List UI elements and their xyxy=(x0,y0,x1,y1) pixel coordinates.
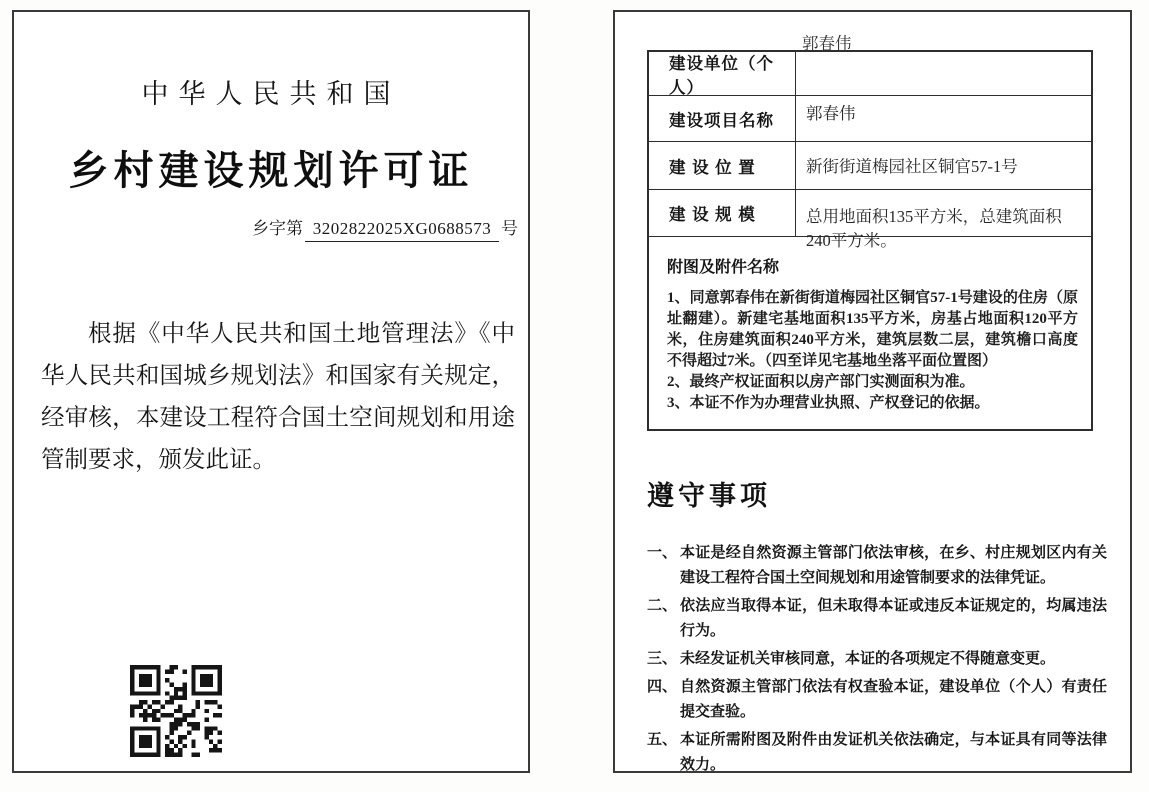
table-row xyxy=(649,142,1091,190)
permit-cover-page xyxy=(12,10,530,773)
compliance-item-number: 二、 xyxy=(647,597,678,614)
filled-value: 郭春伟 xyxy=(802,34,852,53)
table-row xyxy=(649,34,1091,97)
compliance-item-number: 一、 xyxy=(647,544,678,561)
compliance-item xyxy=(647,674,1107,724)
compliance-item-number: 四、 xyxy=(647,678,678,695)
row-value-construction-location: 新街街道梅园社区铜官57-1号 xyxy=(806,157,1018,176)
table-row xyxy=(649,96,1091,142)
row-label-construction-location: 建 设 位 置 xyxy=(649,142,796,189)
country-heading: 中华人民共和国 xyxy=(141,79,401,109)
permit-detail-page xyxy=(613,10,1132,773)
serial-number: 3202822025XG0688573 xyxy=(305,219,499,242)
serial-prefix: 乡字第 xyxy=(252,219,303,238)
serial-suffix: 号 xyxy=(501,219,518,238)
qr-code-icon xyxy=(130,662,222,760)
compliance-item-number: 三、 xyxy=(647,650,678,667)
compliance-item-text: 依法应当取得本证，但未取得本证或违反本证规定的，均属违法行为。 xyxy=(680,597,1107,639)
compliance-list xyxy=(647,540,1107,780)
row-label-construction-unit: 建设单位（个人） xyxy=(649,52,796,95)
compliance-item xyxy=(647,540,1107,590)
compliance-item xyxy=(647,646,1107,671)
row-value-construction-unit xyxy=(796,34,1091,95)
attachment-item: 1、同意郭春伟在新街街道梅园社区铜官57-1号建设的住房（原址翻建）。新建宅基地面积135平方米，房基占地面积120平方米，住房建筑面积240平方米，建筑层数二层，建筑檐口高度不得超过7米。（四至详见宅基地坐落平面位置图） xyxy=(667,290,1078,369)
attachment-item: 3、本证不作为办理营业执照、产权登记的依据。 xyxy=(667,395,990,411)
compliance-item xyxy=(647,593,1107,643)
row-value-construction-scale: 总用地面积135平方米，总建筑面积240平方米。 xyxy=(806,207,1062,250)
serial-number-line xyxy=(252,214,518,242)
issuance-statement: 根据《中华人民共和国土地管理法》《中华人民共和国城乡规划法》和国家有关规定，经审核，本建设工程符合国土空间规划和用途管制要求，颁发此证。 xyxy=(41,320,515,472)
project-info-table xyxy=(647,34,1093,431)
compliance-item-text: 本证所需附图及附件由发证机关依法确定，与本证具有同等法律效力。 xyxy=(680,731,1107,773)
compliance-item-text: 本证是经自然资源主管部门依法审核，在乡、村庄规划区内有关建设工程符合国土空间规划和用途管制要求的法律凭证。 xyxy=(680,544,1107,586)
compliance-item-text: 自然资源主管部门依法有权查验本证，建设单位（个人）有责任提交查验。 xyxy=(680,678,1107,720)
compliance-section-title: 遵守事项 xyxy=(647,481,771,511)
table-row xyxy=(649,190,1091,250)
certificate-title: 乡村建设规划许可证 xyxy=(68,149,474,193)
attachment-section xyxy=(649,237,1091,429)
compliance-item-text: 未经发证机关审核同意，本证的各项规定不得随意变更。 xyxy=(680,650,1056,667)
row-value-project-name: 郭春伟 xyxy=(806,104,856,123)
row-label-construction-scale: 建 设 规 模 xyxy=(649,190,796,236)
compliance-item-number: 五、 xyxy=(647,731,678,748)
attachment-section-title: 附图及附件名称 xyxy=(667,259,780,276)
attachment-item: 2、最终产权证面积以房产部门实测面积为准。 xyxy=(667,374,975,390)
row-label-project-name: 建设项目名称 xyxy=(649,96,796,141)
compliance-item xyxy=(647,727,1107,777)
